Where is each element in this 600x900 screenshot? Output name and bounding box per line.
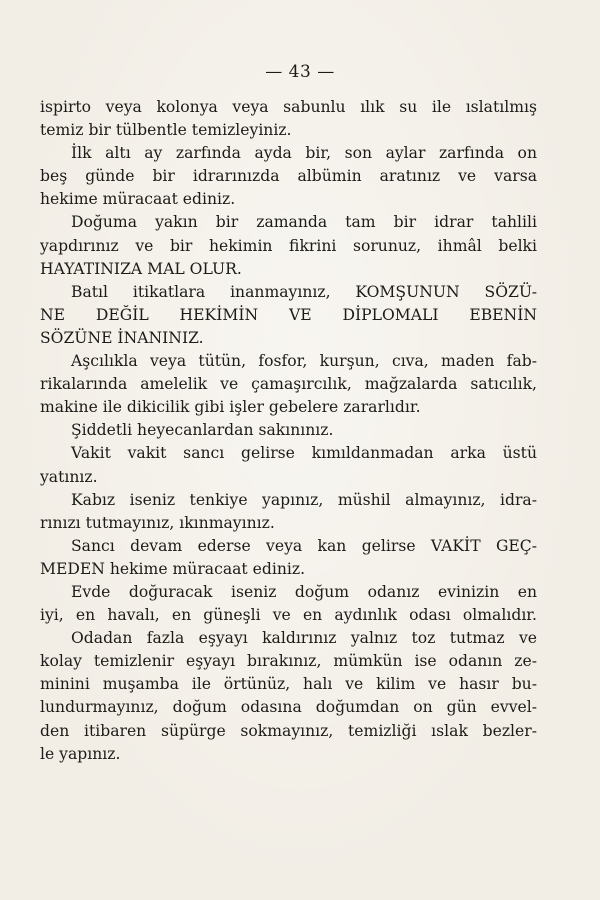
text-line: rikalarında amelelik ve çamaşırcılık, mağzalarda satıcılık, xyxy=(40,375,537,394)
text-line: ispirto veya kolonya veya sabunlu ılık su ile ıslatılmış xyxy=(40,98,537,116)
page-number: — 43 — xyxy=(265,62,335,82)
text-line: iyi, en havalı, en güneşli ve en aydınlık odası olmalıdır. xyxy=(40,606,537,625)
text-line: MEDEN hekime müracaat ediniz. xyxy=(40,559,306,578)
page-body xyxy=(40,96,537,766)
text-line: yatınız. xyxy=(40,467,98,486)
text-line: Odadan fazla eşyayı kaldırınız yalnız toz tutmaz ve xyxy=(71,629,537,648)
text-line: le yapınız. xyxy=(40,744,121,763)
text-line: makine ile dikicilik gibi işler gebelere zararlıdır. xyxy=(40,398,421,417)
text-line: temiz bir tülbentle temizleyiniz. xyxy=(40,121,292,140)
text-line: SÖZÜNE İNANINIZ. xyxy=(40,328,204,347)
text-line: Kabız iseniz tenkiye yapınız, müshil almayınız, idra- xyxy=(71,490,537,509)
text-line: kolay temizlenir eşyayı bırakınız, mümkün ise odanın ze- xyxy=(40,652,537,671)
text-line: Doğuma yakın bir zamanda tam bir idrar tahlili xyxy=(71,213,537,232)
text-line: İlk altı ay zarfında ayda bir, son aylar zarfında on xyxy=(71,144,537,163)
text-line: minini muşamba ile örtünüz, halı ve kilim ve hasır bu- xyxy=(40,675,537,694)
text-line: Vakit vakit sancı gelirse kımıldanmadan arka üstü xyxy=(71,444,537,463)
text-line: rınızı tutmayınız, ıkınmayınız. xyxy=(40,513,275,532)
text-line: Aşcılıkla veya tütün, fosfor, kurşun, cıva, maden fab- xyxy=(71,352,537,371)
text-line: lundurmayınız, doğum odasına doğumdan on gün evvel- xyxy=(40,698,537,717)
text-line: Batıl itikatlara inanmayınız, KOMŞUNUN SÖZÜ- xyxy=(71,282,537,301)
text-line: den itibaren süpürge sokmayınız, temizliği ıslak bezler- xyxy=(40,721,537,740)
text-line: Şiddetli heyecanlardan sakınınız. xyxy=(71,421,334,440)
text-line: Sancı devam ederse veya kan gelirse VAKİT GEÇ- xyxy=(71,536,537,555)
text-line: Evde doğuracak iseniz doğum odanız evinizin en xyxy=(71,582,537,601)
text-line: beş günde bir idrarınızda albümin aratınız ve varsa xyxy=(40,167,537,186)
text-line: yapdırınız ve bir hekimin fikrini sorunuz, ihmâl belki xyxy=(40,236,537,255)
text-line: hekime müracaat ediniz. xyxy=(40,190,236,209)
text-line: HAYATINIZA MAL OLUR. xyxy=(40,259,242,278)
text-line: NE DEĞİL HEKİMİN VE DİPLOMALI EBENİN xyxy=(40,305,537,324)
